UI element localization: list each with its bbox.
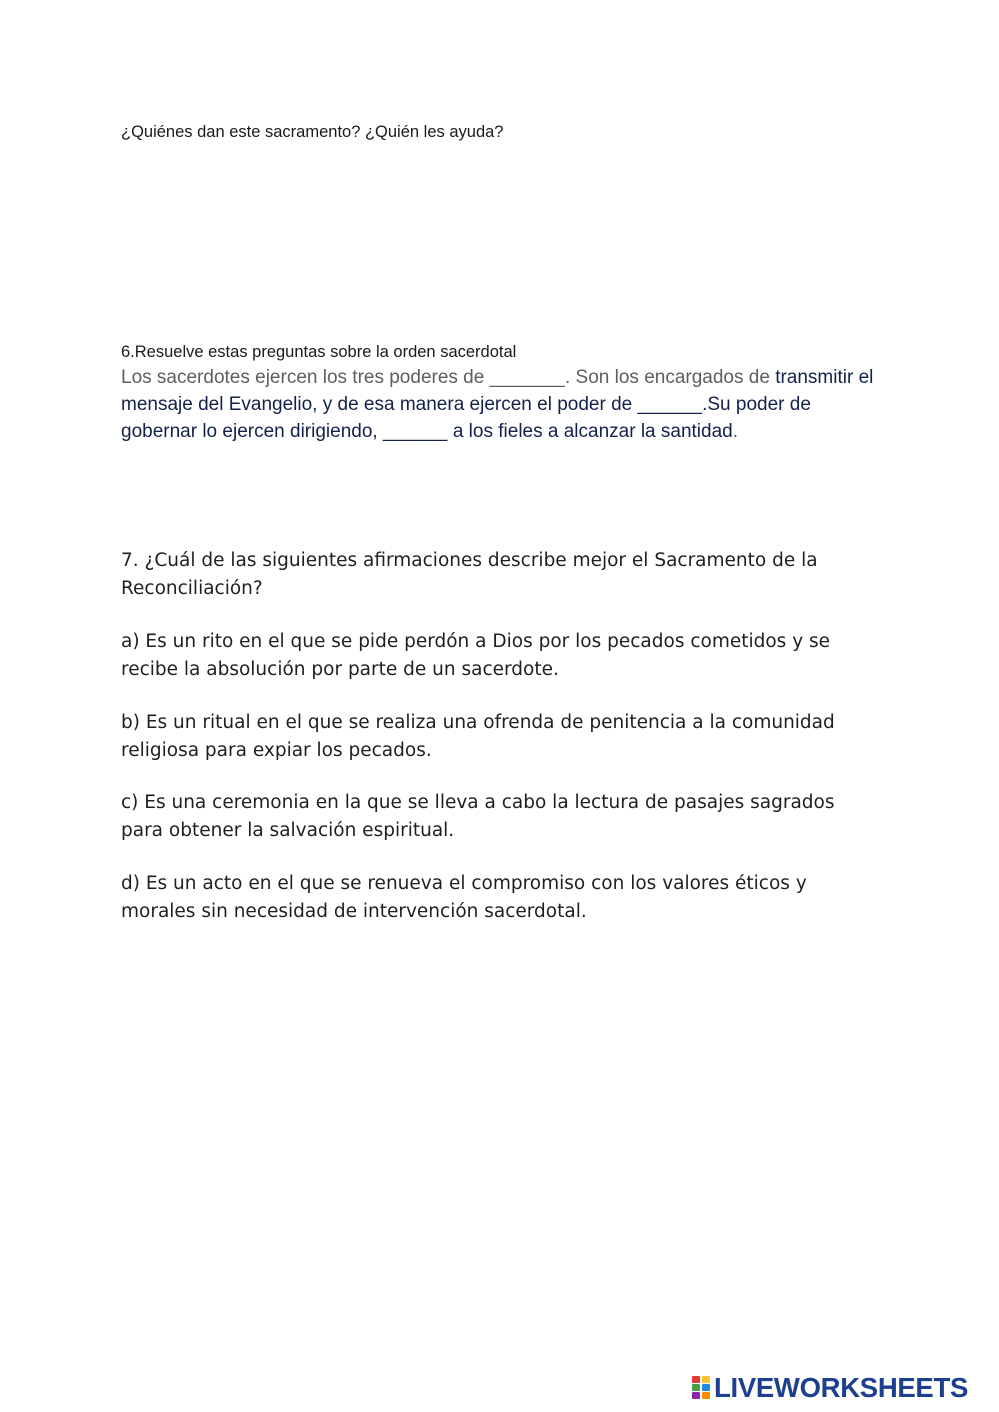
s6-text-part3: transmitir el mensaje del Evangelio, y de esa manera ejercen el poder de [121, 367, 874, 415]
question-who-gives-sacrament: ¿Quiénes dan este sacramento? ¿Quién les ayuda? [121, 123, 504, 141]
section-6-paragraph [121, 364, 891, 445]
option-c[interactable]: c) Es una ceremonia en la que se lleva a cabo la lectura de pasajes sagrados para obtener la salvación espiritual. [121, 792, 835, 841]
s6-text-end: . [732, 421, 739, 442]
blank-3[interactable]: ______ [382, 421, 448, 442]
s6-text-part2: . Son los encargados de [564, 367, 770, 388]
option-b[interactable]: b) Es un ritual en el que se realiza una ofrenda de penitencia a la comunidad religiosa para expiar los pecados. [121, 712, 835, 761]
option-a[interactable]: a) Es un rito en el que se pide perdón a Dios por los pecados cometidos y se recibe la absolución por parte de un sacerdote. [121, 631, 831, 680]
section-7-question: 7. ¿Cuál de las siguientes afirmaciones describe mejor el Sacramento de la Reconciliación? [121, 550, 818, 599]
blank-2[interactable]: ______ [637, 394, 703, 415]
s6-text-part5: a los fieles a alcanzar la santidad [447, 421, 733, 442]
liveworksheets-logo-icon [692, 1376, 710, 1400]
option-d[interactable]: d) Es un acto en el que se renueva el compromiso con los valores éticos y morales sin necesidad de intervención sacerdotal. [121, 873, 807, 922]
blank-1[interactable]: _______ [489, 367, 565, 388]
s6-text-part1: Los sacerdotes ejercen los tres poderes de [121, 367, 490, 388]
logo-text: LIVEWORKSHEETS [714, 1372, 969, 1403]
section-6-title: 6.Resuelve estas preguntas sobre la orden sacerdotal [121, 343, 517, 361]
s6-text-part4: .Su poder de gobernar lo ejercen dirigiendo, [121, 394, 811, 442]
liveworksheets-logo [692, 1373, 968, 1403]
